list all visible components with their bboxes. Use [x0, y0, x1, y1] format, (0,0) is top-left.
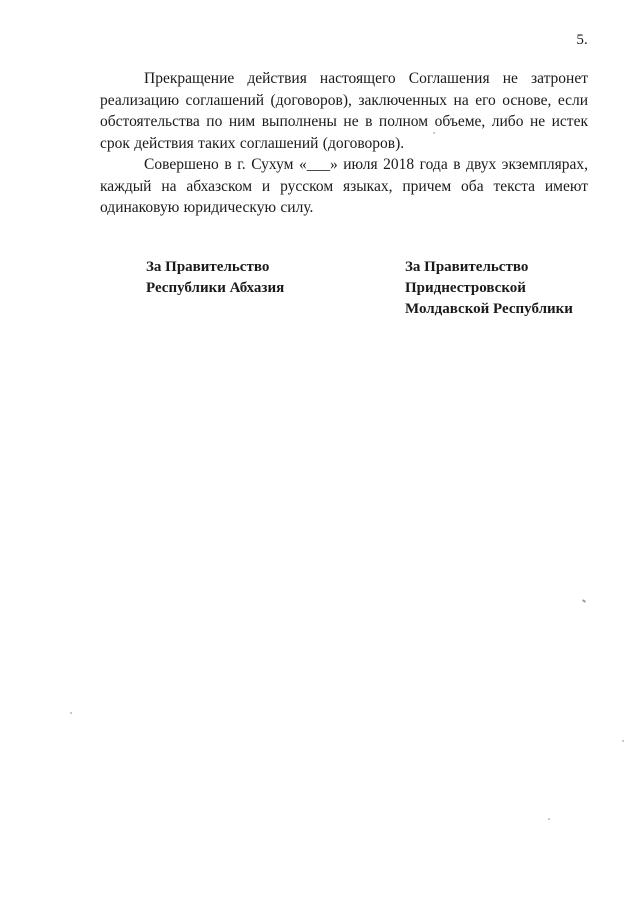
scan-speck	[582, 599, 586, 603]
signature-line: Молдавской Республики	[405, 301, 573, 317]
signature-line: Приднестровской	[405, 280, 526, 296]
scan-speck	[622, 740, 624, 742]
signature-line: За Правительство	[146, 259, 270, 275]
signature-block-pmr	[405, 257, 625, 320]
signature-line: Республики Абхазия	[146, 280, 285, 296]
scan-speck	[433, 132, 435, 134]
paragraph-termination: Прекращение действия настоящего Соглашения не затронет реализацию соглашений (договоров), заключенных на его основе, если обстоятельства по ним выполнены не в полном объеме, либо не истек срок действия таких соглашений (договоров).	[100, 70, 588, 152]
page-number: 5.	[576, 32, 588, 48]
signature-line: За Правительство	[405, 259, 529, 275]
signature-block-abkhazia	[146, 257, 366, 299]
scan-speck	[548, 818, 550, 820]
scan-speck	[70, 712, 72, 714]
paragraph-done-at: Совершено в г. Сухум «___» июля 2018 года в двух экземплярах, каждый на абхазском и русском языках, причем оба текста имеют одинаковую юридическую силу.	[100, 156, 588, 216]
